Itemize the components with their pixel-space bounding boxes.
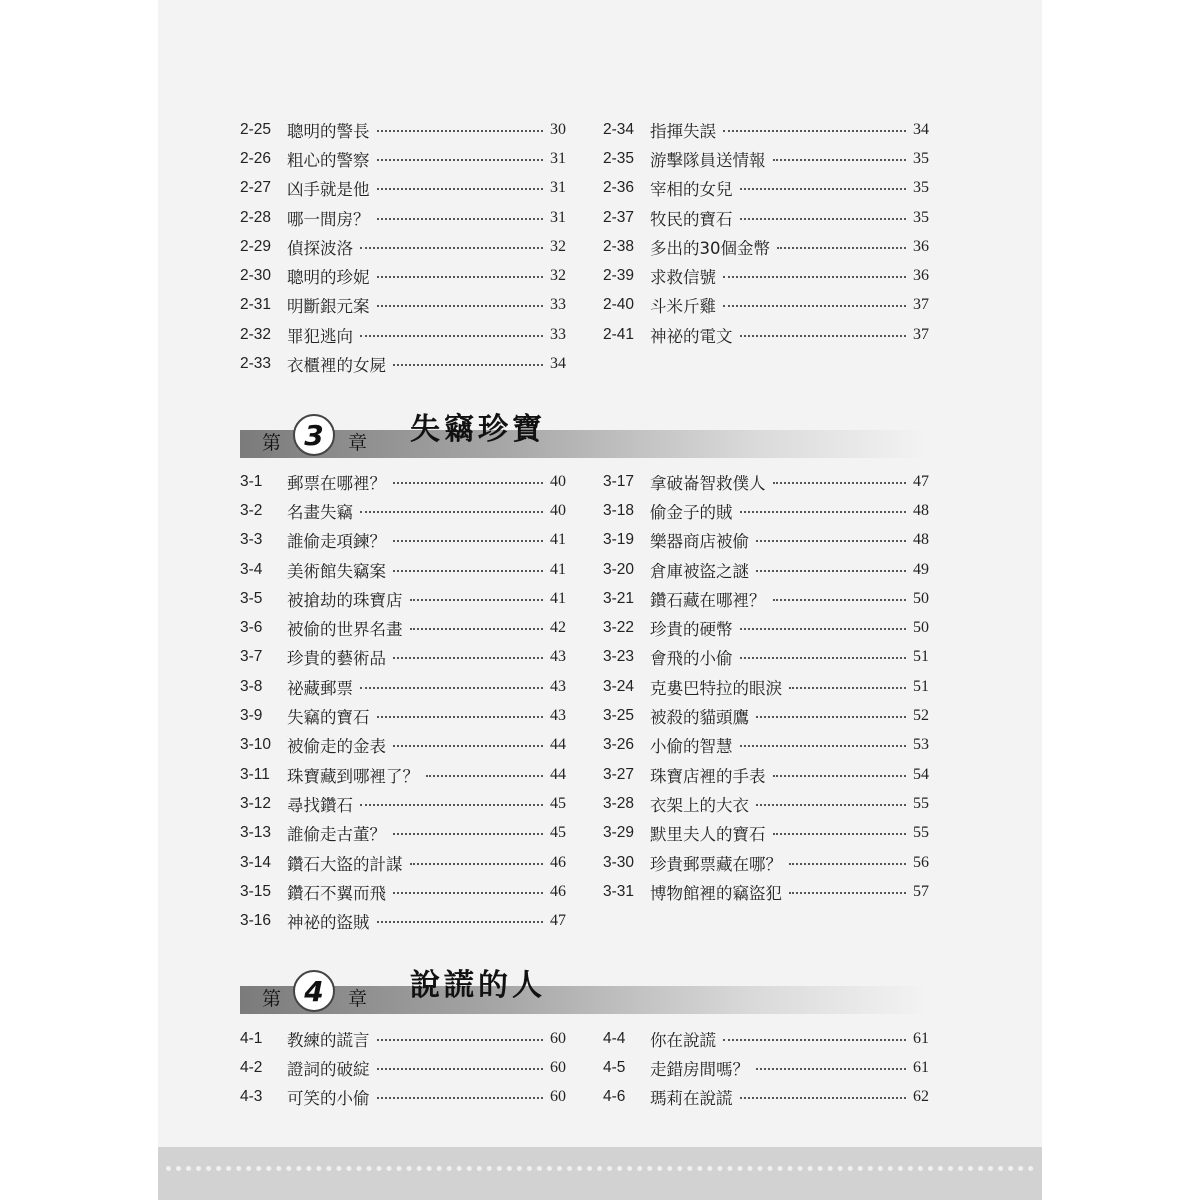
leader-dots	[377, 1097, 544, 1099]
toc-entry[interactable]	[240, 174, 566, 203]
entry-number: 3-26	[603, 736, 635, 754]
entry-number: 3-19	[603, 531, 635, 549]
toc-column-right	[603, 467, 929, 906]
leader-dots	[377, 921, 544, 923]
entry-page: 46	[550, 882, 566, 900]
entry-title: 鑽石藏在哪裡？	[650, 590, 766, 610]
entry-number: 2-32	[240, 325, 272, 343]
entry-number: 4-5	[603, 1058, 626, 1076]
entry-page: 45	[550, 794, 566, 812]
leader-dots	[756, 540, 906, 542]
chapter-prefix: 第	[262, 432, 282, 454]
entry-title: 樂器商店被偷	[650, 532, 749, 552]
entry-number: 3-13	[240, 824, 272, 842]
toc-entry[interactable]	[240, 526, 566, 555]
entry-title: 尋找鑽石	[287, 795, 353, 815]
entry-page: 47	[550, 912, 566, 930]
entry-number: 2-41	[603, 325, 635, 343]
entry-title: 指揮失誤	[650, 121, 716, 141]
entry-number: 3-18	[603, 501, 635, 519]
entry-number: 4-1	[240, 1029, 263, 1047]
leader-dots	[426, 775, 543, 777]
entry-page: 43	[550, 648, 566, 666]
entry-title: 神祕的電文	[650, 326, 733, 346]
entry-page: 48	[913, 531, 929, 549]
entry-page: 35	[913, 179, 929, 197]
toc-entry[interactable]	[240, 496, 566, 525]
entry-title: 可笑的小偷	[287, 1089, 370, 1109]
leader-dots	[377, 130, 544, 132]
entry-title: 鑽石大盜的計謀	[287, 854, 403, 874]
toc-entry[interactable]	[240, 1083, 566, 1112]
entry-number: 2-25	[240, 120, 272, 138]
entry-number: 4-4	[603, 1029, 626, 1047]
entry-page: 45	[550, 824, 566, 842]
entry-number: 2-31	[240, 296, 272, 314]
leader-dots	[773, 599, 907, 601]
entry-title: 珍貴的藝術品	[287, 649, 386, 669]
entry-title: 博物館裡的竊盜犯	[650, 883, 782, 903]
toc-entry[interactable]	[240, 349, 566, 378]
toc-entry[interactable]	[603, 613, 929, 642]
chapter-4-header	[240, 958, 928, 1014]
entry-title: 克婁巴特拉的眼淚	[650, 678, 782, 698]
entry-number: 2-39	[603, 267, 635, 285]
entry-page: 40	[550, 501, 566, 519]
entry-page: 32	[550, 267, 566, 285]
entry-title: 你在說謊	[650, 1030, 716, 1050]
entry-number: 3-28	[603, 794, 635, 812]
entry-title: 多出的30個金幣	[650, 238, 770, 258]
chapter-title: 失竊珍寶	[410, 412, 546, 447]
entry-number: 3-15	[240, 882, 272, 900]
entry-page: 44	[550, 736, 566, 754]
entry-page: 53	[913, 736, 929, 754]
leader-dots	[756, 570, 906, 572]
toc-entry[interactable]	[603, 232, 929, 261]
footer-dotted-line	[166, 1166, 1034, 1171]
entry-title: 明斷銀元案	[287, 297, 370, 317]
entry-title: 美術館失竊案	[287, 561, 386, 581]
entry-number: 3-25	[603, 707, 635, 725]
leader-dots	[393, 364, 543, 366]
toc-entry[interactable]	[240, 1053, 566, 1082]
toc-entry[interactable]	[603, 320, 929, 349]
entry-page: 60	[550, 1029, 566, 1047]
chapter-3-header	[240, 402, 928, 458]
toc-entry[interactable]	[603, 760, 929, 789]
entry-number: 3-23	[603, 648, 635, 666]
entry-title: 鑽石不翼而飛	[287, 883, 386, 903]
entry-number: 3-5	[240, 589, 263, 607]
toc-entry[interactable]	[603, 526, 929, 555]
toc-entry[interactable]	[240, 672, 566, 701]
leader-dots	[377, 1039, 544, 1041]
entry-number: 3-10	[240, 736, 272, 754]
entry-page: 32	[550, 237, 566, 255]
entry-title: 衣架上的大衣	[650, 795, 749, 815]
entry-page: 36	[913, 267, 929, 285]
toc-entry[interactable]	[240, 1024, 566, 1053]
toc-entry[interactable]	[240, 613, 566, 642]
entry-page: 54	[913, 765, 929, 783]
entry-title: 被殺的貓頭鷹	[650, 708, 749, 728]
entry-page: 34	[550, 355, 566, 373]
entry-title: 牧民的寶石	[650, 209, 733, 229]
leader-dots	[393, 892, 543, 894]
leader-dots	[773, 482, 907, 484]
leader-dots	[377, 159, 544, 161]
toc-entry[interactable]	[603, 877, 929, 906]
toc-entry[interactable]	[603, 701, 929, 730]
entry-page: 48	[913, 501, 929, 519]
chapter-suffix: 章	[348, 432, 368, 454]
entry-number: 4-2	[240, 1058, 263, 1076]
entry-page: 60	[550, 1058, 566, 1076]
entry-title: 走錯房間嗎？	[650, 1059, 749, 1079]
page-footer-band	[158, 1147, 1042, 1200]
leader-dots	[377, 305, 544, 307]
entry-title: 誰偷走項鍊？	[287, 532, 386, 552]
entry-title: 偷金子的賊	[650, 502, 733, 522]
entry-page: 34	[913, 120, 929, 138]
leader-dots	[773, 775, 907, 777]
chapter-title: 說謊的人	[410, 968, 546, 1003]
toc-entry[interactable]	[240, 643, 566, 672]
leader-dots	[740, 218, 907, 220]
toc-entry[interactable]	[240, 584, 566, 613]
leader-dots	[789, 687, 906, 689]
entry-number: 2-33	[240, 355, 272, 373]
entry-page: 55	[913, 794, 929, 812]
leader-dots	[393, 745, 543, 747]
entry-title: 偵探波洛	[287, 238, 353, 258]
leader-dots	[723, 305, 906, 307]
entry-number: 3-24	[603, 677, 635, 695]
entry-title: 宰相的女兒	[650, 180, 733, 200]
toc-entry[interactable]	[240, 261, 566, 290]
toc-entry[interactable]	[240, 906, 566, 935]
entry-number: 2-29	[240, 237, 272, 255]
entry-number: 3-2	[240, 501, 263, 519]
entry-page: 49	[913, 560, 929, 578]
entry-title: 粗心的警察	[287, 150, 370, 170]
toc-entry[interactable]	[240, 877, 566, 906]
entry-page: 61	[913, 1058, 929, 1076]
entry-page: 51	[913, 677, 929, 695]
leader-dots	[740, 745, 907, 747]
leader-dots	[756, 804, 906, 806]
entry-number: 3-16	[240, 912, 272, 930]
entry-title: 珍貴郵票藏在哪？	[650, 854, 782, 874]
entry-title: 瑪莉在說謊	[650, 1089, 733, 1109]
leader-dots	[723, 130, 906, 132]
entry-title: 珍貴的硬幣	[650, 620, 733, 640]
entry-number: 3-6	[240, 619, 263, 637]
entry-number: 4-6	[603, 1088, 626, 1106]
entry-title: 郵票在哪裡？	[287, 473, 386, 493]
entry-title: 被偷走的金表	[287, 737, 386, 757]
entry-page: 46	[550, 853, 566, 871]
entry-page: 33	[550, 325, 566, 343]
entry-title: 證詞的破綻	[287, 1059, 370, 1079]
toc-entry[interactable]	[603, 144, 929, 173]
entry-page: 55	[913, 824, 929, 842]
entry-page: 51	[913, 648, 929, 666]
toc-column-left	[240, 1024, 566, 1112]
entry-number: 3-9	[240, 707, 263, 725]
entry-page: 37	[913, 325, 929, 343]
entry-number: 2-26	[240, 149, 272, 167]
leader-dots	[777, 247, 906, 249]
entry-number: 2-35	[603, 149, 635, 167]
entry-number: 2-38	[603, 237, 635, 255]
toc-entry[interactable]	[603, 115, 929, 144]
leader-dots	[377, 716, 544, 718]
toc-entry[interactable]	[240, 467, 566, 496]
entry-number: 2-27	[240, 179, 272, 197]
entry-title: 被偷的世界名畫	[287, 620, 403, 640]
entry-page: 56	[913, 853, 929, 871]
entry-number: 3-1	[240, 472, 263, 490]
leader-dots	[377, 188, 544, 190]
entry-number: 3-27	[603, 765, 635, 783]
entry-number: 3-11	[240, 765, 270, 783]
toc-entry[interactable]	[603, 643, 929, 672]
entry-number: 3-31	[603, 882, 635, 900]
entry-page: 31	[550, 179, 566, 197]
toc-entry[interactable]	[603, 467, 929, 496]
leader-dots	[773, 159, 907, 161]
chapter-suffix: 章	[348, 988, 368, 1010]
entry-title: 珠寶藏到哪裡了？	[287, 766, 419, 786]
entry-page: 43	[550, 707, 566, 725]
leader-dots	[393, 570, 543, 572]
leader-dots	[740, 188, 907, 190]
entry-title: 衣櫃裡的女屍	[287, 356, 386, 376]
toc-column-left	[240, 467, 566, 936]
entry-number: 2-34	[603, 120, 635, 138]
leader-dots	[360, 511, 543, 513]
entry-page: 41	[550, 560, 566, 578]
toc-entry[interactable]	[240, 320, 566, 349]
toc-column-right	[603, 115, 929, 349]
leader-dots	[410, 628, 544, 630]
toc-entry[interactable]	[603, 291, 929, 320]
entry-title: 游擊隊員送情報	[650, 150, 766, 170]
leader-dots	[773, 833, 907, 835]
entry-page: 50	[913, 589, 929, 607]
entry-title: 會飛的小偷	[650, 649, 733, 669]
leader-dots	[410, 599, 544, 601]
leader-dots	[360, 687, 543, 689]
entry-number: 3-21	[603, 589, 635, 607]
leader-dots	[360, 804, 543, 806]
entry-page: 61	[913, 1029, 929, 1047]
entry-page: 35	[913, 149, 929, 167]
toc-entry[interactable]	[603, 555, 929, 584]
entry-title: 失竊的寶石	[287, 708, 370, 728]
entry-title: 罪犯逃向	[287, 326, 353, 346]
entry-page: 52	[913, 707, 929, 725]
entry-number: 2-30	[240, 267, 272, 285]
chapter-number-badge: 3	[293, 414, 335, 456]
entry-page: 31	[550, 149, 566, 167]
entry-title: 倉庫被盜之謎	[650, 561, 749, 581]
entry-number: 3-30	[603, 853, 635, 871]
toc-entry[interactable]	[603, 819, 929, 848]
entry-page: 40	[550, 472, 566, 490]
toc-column-right	[603, 1024, 929, 1112]
entry-title: 聰明的珍妮	[287, 268, 370, 288]
leader-dots	[756, 716, 906, 718]
toc-entry[interactable]	[240, 555, 566, 584]
leader-dots	[723, 276, 906, 278]
entry-number: 2-37	[603, 208, 635, 226]
entry-page: 31	[550, 208, 566, 226]
chapter-header-bar	[240, 986, 928, 1014]
leader-dots	[360, 335, 543, 337]
entry-title: 斗米斤雞	[650, 297, 716, 317]
leader-dots	[789, 892, 906, 894]
toc-entry[interactable]	[240, 203, 566, 232]
entry-page: 36	[913, 237, 929, 255]
toc-entry[interactable]	[603, 584, 929, 613]
toc-entry[interactable]	[603, 1024, 929, 1053]
entry-title: 神祕的盜賊	[287, 913, 370, 933]
toc-column-left	[240, 115, 566, 379]
leader-dots	[740, 335, 907, 337]
entry-page: 41	[550, 589, 566, 607]
toc-entry[interactable]	[240, 789, 566, 818]
leader-dots	[756, 1068, 906, 1070]
chapter-number-badge: 4	[293, 970, 335, 1012]
entry-title: 哪一間房？	[287, 209, 370, 229]
toc-entry[interactable]	[603, 261, 929, 290]
entry-page: 37	[913, 296, 929, 314]
leader-dots	[377, 276, 544, 278]
leader-dots	[740, 628, 907, 630]
toc-entry[interactable]	[240, 819, 566, 848]
toc-entry[interactable]	[603, 203, 929, 232]
entry-number: 3-29	[603, 824, 635, 842]
toc-entry[interactable]	[240, 848, 566, 877]
leader-dots	[393, 657, 543, 659]
toc-entry[interactable]	[240, 232, 566, 261]
toc-entry[interactable]	[240, 115, 566, 144]
toc-entry[interactable]	[603, 789, 929, 818]
entry-page: 47	[913, 472, 929, 490]
entry-title: 被搶劫的珠寶店	[287, 590, 403, 610]
entry-page: 44	[550, 765, 566, 783]
leader-dots	[410, 863, 544, 865]
toc-entry[interactable]	[603, 672, 929, 701]
entry-page: 41	[550, 531, 566, 549]
toc-entry[interactable]	[603, 731, 929, 760]
leader-dots	[360, 247, 543, 249]
entry-number: 3-4	[240, 560, 263, 578]
leader-dots	[393, 482, 543, 484]
leader-dots	[377, 1068, 544, 1070]
entry-page: 50	[913, 619, 929, 637]
toc-entry[interactable]	[240, 731, 566, 760]
leader-dots	[789, 863, 906, 865]
entry-number: 2-28	[240, 208, 272, 226]
entry-number: 3-7	[240, 648, 263, 666]
entry-page: 42	[550, 619, 566, 637]
leader-dots	[740, 511, 907, 513]
entry-title: 默里夫人的寶石	[650, 825, 766, 845]
toc-entry[interactable]	[240, 701, 566, 730]
entry-number: 3-14	[240, 853, 272, 871]
leader-dots	[393, 833, 543, 835]
leader-dots	[740, 657, 907, 659]
toc-entry[interactable]	[603, 1053, 929, 1082]
entry-number: 3-12	[240, 794, 272, 812]
entry-page: 57	[913, 882, 929, 900]
toc-entry[interactable]	[603, 174, 929, 203]
entry-title: 教練的謊言	[287, 1030, 370, 1050]
toc-entry[interactable]	[240, 291, 566, 320]
entry-number: 4-3	[240, 1088, 263, 1106]
toc-entry[interactable]	[240, 760, 566, 789]
leader-dots	[740, 1097, 907, 1099]
entry-page: 30	[550, 120, 566, 138]
entry-number: 3-17	[603, 472, 635, 490]
toc-entry[interactable]	[603, 848, 929, 877]
entry-number: 3-20	[603, 560, 635, 578]
entry-title: 珠寶店裡的手表	[650, 766, 766, 786]
chapter-prefix: 第	[262, 988, 282, 1010]
entry-number: 2-40	[603, 296, 635, 314]
toc-entry[interactable]	[603, 496, 929, 525]
entry-title: 凶手就是他	[287, 180, 370, 200]
entry-number: 3-3	[240, 531, 263, 549]
entry-title: 拿破崙智救僕人	[650, 473, 766, 493]
leader-dots	[377, 218, 544, 220]
entry-page: 33	[550, 296, 566, 314]
entry-number: 2-36	[603, 179, 635, 197]
entry-number: 3-8	[240, 677, 263, 695]
leader-dots	[723, 1039, 906, 1041]
entry-title: 聰明的警長	[287, 121, 370, 141]
entry-title: 誰偷走古董？	[287, 825, 386, 845]
toc-entry[interactable]	[240, 144, 566, 173]
entry-title: 求救信號	[650, 268, 716, 288]
entry-title: 祕藏郵票	[287, 678, 353, 698]
entry-title: 小偷的智慧	[650, 737, 733, 757]
chapter-header-bar	[240, 430, 928, 458]
leader-dots	[393, 540, 543, 542]
toc-entry[interactable]	[603, 1083, 929, 1112]
entry-number: 3-22	[603, 619, 635, 637]
entry-page: 62	[913, 1088, 929, 1106]
entry-title: 名畫失竊	[287, 502, 353, 522]
entry-page: 35	[913, 208, 929, 226]
entry-page: 43	[550, 677, 566, 695]
entry-page: 60	[550, 1088, 566, 1106]
